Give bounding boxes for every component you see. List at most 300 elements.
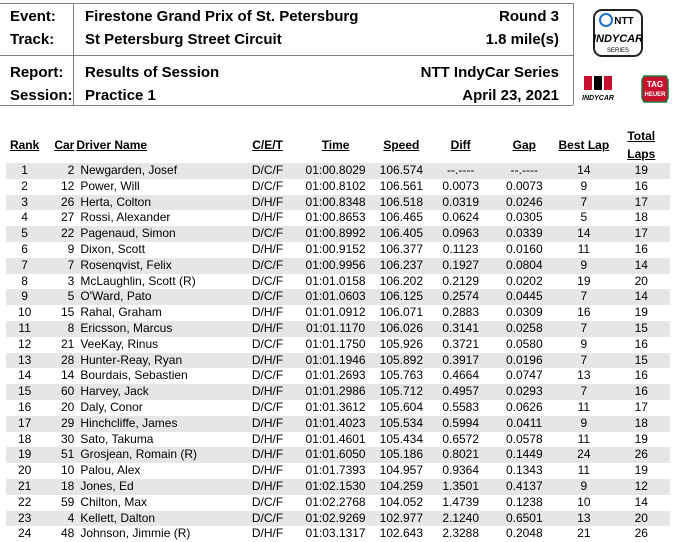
cell-best-lap: 13 — [577, 368, 591, 383]
cell-gap: 0.6501 — [493, 511, 555, 527]
col-bestlap-header: Best Lap — [558, 138, 610, 152]
cell-gap: 0.0309 — [505, 305, 543, 320]
cell-driver-name: Jones, Ed — [74, 479, 238, 495]
cell-car: 22 — [43, 226, 74, 242]
cell-gap: 0.0411 — [493, 416, 555, 432]
divider — [573, 3, 574, 105]
cell-driver-name: McLaughlin, Scott (R) — [80, 273, 196, 288]
cell-gap: 0.0339 — [493, 226, 555, 242]
cell-driver-name: Bourdais, Sebastien — [80, 368, 188, 383]
table-row — [6, 432, 670, 448]
cell-cet: D/H/F — [251, 241, 284, 256]
cell-speed: 102.977 — [375, 511, 428, 527]
cell-driver-name: Palou, Alex — [80, 463, 141, 478]
cell-time: 01:01.2693 — [305, 368, 366, 383]
cell-best-lap: 7 — [555, 321, 612, 337]
cell-best-lap: 7 — [555, 289, 612, 305]
cell-total-laps: 19 — [634, 463, 648, 478]
cell-cet: D/C/F — [251, 368, 284, 383]
col-time-header: Time — [321, 138, 350, 152]
cell-cet: D/H/F — [239, 447, 297, 463]
cell-gap: 0.0202 — [505, 273, 543, 288]
table-row — [6, 353, 670, 369]
col-car-header: Car — [54, 138, 75, 152]
cell-rank: 16 — [17, 399, 32, 414]
cell-best-lap: 11 — [577, 463, 591, 478]
cell-best-lap: 11 — [577, 399, 591, 414]
cell-diff: 2.1240 — [428, 511, 493, 527]
cell-driver-name: Hinchcliffe, James — [74, 416, 238, 432]
cell-driver-name: Hunter-Reay, Ryan — [74, 353, 238, 369]
divider — [0, 3, 573, 4]
cell-cet: D/H/F — [251, 431, 284, 446]
cell-rank: 20 — [17, 463, 32, 478]
cell-rank: 21 — [6, 479, 43, 495]
col-cet-header: C/E/T — [252, 138, 283, 152]
cell-diff: 2.3288 — [442, 526, 480, 541]
cell-driver-name: Sato, Takuma — [80, 431, 154, 446]
cell-total-laps: 16 — [634, 336, 648, 351]
cell-rank: 9 — [6, 289, 43, 305]
table-row — [6, 384, 670, 400]
cell-best-lap: 7 — [555, 353, 612, 369]
cell-car: 10 — [60, 463, 75, 478]
cell-total-laps: 15 — [612, 353, 670, 369]
tag-heuer-logo — [640, 74, 670, 104]
session-date: April 23, 2021 — [462, 87, 559, 104]
cell-total-laps: 19 — [634, 431, 648, 446]
cell-rank: 17 — [6, 416, 43, 432]
session-value: Practice 1 — [85, 87, 156, 104]
cell-rank: 14 — [17, 368, 32, 383]
cell-rank: 19 — [6, 447, 43, 463]
cell-time: 01:01.0603 — [296, 289, 374, 305]
table-row — [6, 274, 670, 290]
cell-speed: 106.405 — [375, 226, 428, 242]
cell-cet: D/H/F — [239, 384, 297, 400]
cell-gap: 0.0445 — [493, 289, 555, 305]
cell-car: 8 — [43, 321, 74, 337]
cell-diff: 0.3721 — [442, 336, 480, 351]
cell-diff: 0.4664 — [442, 368, 480, 383]
cell-best-lap: 7 — [555, 384, 612, 400]
cell-driver-name: Daly, Conor — [80, 399, 143, 414]
cell-car: 51 — [43, 447, 74, 463]
table-row — [6, 305, 670, 321]
cell-best-lap: 9 — [555, 479, 612, 495]
cell-time: 01:00.8653 — [305, 210, 366, 225]
cell-speed: 106.518 — [375, 195, 428, 211]
cell-cet: D/C/F — [239, 289, 297, 305]
cell-gap: 0.0073 — [505, 178, 543, 193]
cell-best-lap: 9 — [580, 178, 588, 193]
cell-time: 01:00.8102 — [305, 178, 366, 193]
cell-time: 01:01.0158 — [305, 273, 366, 288]
cell-total-laps: 14 — [634, 494, 648, 509]
cell-speed: 104.957 — [379, 463, 424, 478]
cell-gap: 0.0626 — [505, 399, 543, 414]
cell-gap: 0.0196 — [493, 353, 555, 369]
col-driver-header: Driver Name — [76, 138, 148, 152]
cell-car: 60 — [43, 384, 74, 400]
cell-cet: D/H/F — [239, 195, 297, 211]
track-label: Track: — [10, 31, 55, 48]
cell-cet: D/H/F — [239, 479, 297, 495]
cell-diff: --.---- — [428, 163, 493, 179]
cell-diff: 0.5583 — [442, 399, 480, 414]
cell-time: 01:01.4601 — [305, 431, 366, 446]
cell-car: 12 — [60, 178, 75, 193]
cell-total-laps: 17 — [634, 399, 648, 414]
svg-text:NTT: NTT — [614, 16, 634, 27]
cell-time: 01:00.9152 — [305, 241, 366, 256]
cell-cet: D/C/F — [239, 511, 297, 527]
cell-best-lap: 9 — [555, 258, 612, 274]
cell-speed: 105.712 — [375, 384, 428, 400]
cell-cet: D/H/F — [239, 353, 297, 369]
cell-rank: 2 — [21, 178, 28, 193]
indycar-logo — [576, 74, 620, 104]
event-value: Firestone Grand Prix of St. Petersburg — [85, 8, 359, 25]
cell-cet: D/H/F — [251, 463, 284, 478]
cell-diff: 0.1123 — [442, 241, 479, 256]
cell-total-laps: 20 — [634, 273, 648, 288]
table-row — [6, 495, 670, 511]
cell-driver-name: Rahal, Graham — [80, 305, 162, 320]
cell-gap: --.---- — [493, 163, 555, 179]
cell-speed: 106.202 — [379, 273, 424, 288]
cell-best-lap: 14 — [555, 226, 612, 242]
cell-speed: 106.561 — [379, 178, 424, 193]
cell-diff: 1.4739 — [442, 494, 480, 509]
cell-driver-name: Pagenaud, Simon — [74, 226, 238, 242]
cell-gap: 0.2048 — [505, 526, 543, 541]
cell-rank: 13 — [6, 353, 43, 369]
cell-speed: 106.071 — [379, 305, 424, 320]
cell-gap: 0.0293 — [493, 384, 555, 400]
table-row — [6, 447, 670, 463]
table-row — [6, 368, 670, 384]
cell-total-laps: 16 — [612, 384, 670, 400]
cell-diff: 0.8021 — [428, 447, 493, 463]
cell-best-lap: 9 — [580, 336, 588, 351]
svg-text:TAG: TAG — [646, 80, 664, 89]
svg-text:SERIES: SERIES — [606, 48, 630, 54]
cell-gap: 0.1343 — [505, 463, 543, 478]
cell-best-lap: 16 — [577, 305, 591, 320]
cell-driver-name: Power, Will — [80, 178, 140, 193]
divider — [0, 55, 573, 56]
cell-rank: 22 — [17, 494, 32, 509]
cell-rank: 8 — [21, 273, 28, 288]
cell-speed: 104.259 — [375, 479, 428, 495]
table-row — [6, 163, 670, 179]
cell-gap: 0.4137 — [493, 479, 555, 495]
track-length: 1.8 mile(s) — [485, 31, 559, 48]
cell-total-laps: 17 — [612, 195, 670, 211]
results-table — [6, 127, 670, 542]
cell-speed: 104.052 — [379, 494, 424, 509]
cell-diff: 0.3141 — [428, 321, 493, 337]
cell-diff: 0.6572 — [442, 431, 480, 446]
cell-total-laps: 20 — [612, 511, 670, 527]
cell-rank: 4 — [21, 210, 28, 225]
cell-total-laps: 14 — [612, 258, 670, 274]
cell-driver-name: Harvey, Jack — [74, 384, 238, 400]
report-header — [0, 0, 676, 108]
cell-diff: 0.0963 — [428, 226, 493, 242]
cell-total-laps: 26 — [612, 447, 670, 463]
cell-gap: 0.0804 — [493, 258, 555, 274]
cell-cet: D/C/F — [239, 258, 297, 274]
cell-car: 7 — [43, 258, 74, 274]
svg-text:INDYCAR: INDYCAR — [582, 95, 614, 102]
cell-time: 01:01.1946 — [296, 353, 374, 369]
cell-speed: 105.926 — [379, 336, 424, 351]
cell-gap: 0.0305 — [505, 210, 543, 225]
cell-rank: 15 — [6, 384, 43, 400]
table-row — [6, 289, 670, 305]
cell-best-lap: 13 — [555, 511, 612, 527]
cell-car: 30 — [60, 431, 75, 446]
cell-time: 01:01.2986 — [296, 384, 374, 400]
cell-driver-name: Dixon, Scott — [80, 241, 146, 256]
cell-diff: 0.2883 — [442, 305, 480, 320]
cell-car: 5 — [43, 289, 74, 305]
cell-diff: 0.0624 — [442, 210, 480, 225]
cell-driver-name: Grosjean, Romain (R) — [74, 447, 238, 463]
cell-car: 48 — [60, 526, 75, 541]
cell-car: 14 — [60, 368, 75, 383]
cell-diff: 0.0319 — [428, 195, 493, 211]
table-row — [6, 321, 670, 337]
cell-best-lap: 7 — [555, 195, 612, 211]
cell-cet: D/C/F — [251, 336, 284, 351]
cell-rank: 1 — [6, 163, 43, 179]
divider — [73, 3, 74, 105]
cell-car: 3 — [67, 273, 75, 288]
session-label: Session: — [10, 87, 73, 104]
cell-gap: 0.0160 — [505, 241, 543, 256]
table-row — [6, 242, 670, 258]
cell-speed: 106.125 — [375, 289, 428, 305]
cell-cet: D/H/F — [251, 526, 284, 541]
cell-rank: 3 — [6, 195, 43, 211]
cell-speed: 106.237 — [375, 258, 428, 274]
cell-speed: 106.377 — [379, 241, 424, 256]
cell-car: 4 — [43, 511, 74, 527]
cell-driver-name: Chilton, Max — [80, 494, 148, 509]
cell-total-laps: 19 — [612, 163, 670, 179]
col-speed-header: Speed — [383, 138, 420, 152]
cell-cet: D/C/F — [251, 494, 284, 509]
cell-diff: 0.9364 — [442, 463, 480, 478]
divider — [0, 105, 573, 106]
cell-best-lap: 21 — [577, 526, 591, 541]
table-row — [6, 479, 670, 495]
table-row — [6, 179, 670, 195]
cell-time: 01:01.1750 — [305, 336, 366, 351]
cell-speed: 105.186 — [375, 447, 428, 463]
cell-cet: D/H/F — [251, 210, 284, 225]
cell-diff: 0.4957 — [428, 384, 493, 400]
cell-speed: 105.763 — [379, 368, 424, 383]
cell-diff: 0.0073 — [442, 178, 480, 193]
table-row — [6, 337, 670, 353]
cell-diff: 0.1927 — [428, 258, 493, 274]
col-rank-header: Rank — [9, 138, 40, 152]
cell-diff: 0.3917 — [428, 353, 493, 369]
cell-gap: 0.0258 — [493, 321, 555, 337]
cell-rank: 24 — [17, 526, 32, 541]
table-row — [6, 210, 670, 226]
cell-gap: 0.1238 — [505, 494, 543, 509]
cell-driver-name: Rossi, Alexander — [80, 210, 171, 225]
svg-text:HEUER: HEUER — [644, 92, 666, 98]
cell-time: 01:01.7393 — [305, 463, 366, 478]
cell-car: 9 — [67, 241, 75, 256]
table-row — [6, 400, 670, 416]
cell-car: 15 — [60, 305, 75, 320]
cell-car: 29 — [43, 416, 74, 432]
table-row — [6, 463, 670, 479]
track-value: St Petersburg Street Circuit — [85, 31, 282, 48]
cell-total-laps: 19 — [634, 305, 648, 320]
cell-rank: 11 — [6, 321, 43, 337]
cell-total-laps: 16 — [634, 178, 648, 193]
cell-cet: D/C/F — [239, 163, 297, 179]
cell-time: 01:02.2768 — [305, 494, 366, 509]
cell-best-lap: 10 — [577, 494, 591, 509]
cell-driver-name: Herta, Colton — [74, 195, 238, 211]
cell-time: 01:01.0912 — [305, 305, 366, 320]
cell-speed: 105.604 — [379, 399, 424, 414]
cell-driver-name: O'Ward, Pato — [74, 289, 238, 305]
cell-cet: D/C/F — [251, 178, 284, 193]
cell-speed: 105.892 — [375, 353, 428, 369]
cell-gap: 0.1449 — [493, 447, 555, 463]
cell-total-laps: 18 — [634, 210, 648, 225]
cell-driver-name: VeeKay, Rinus — [80, 336, 159, 351]
cell-car: 20 — [60, 399, 75, 414]
cell-total-laps: 18 — [612, 416, 670, 432]
table-row — [6, 258, 670, 274]
cell-driver-name: Rosenqvist, Felix — [74, 258, 238, 274]
cell-rank: 12 — [17, 336, 32, 351]
cell-cet: D/C/F — [251, 273, 284, 288]
cell-cet: D/C/F — [239, 226, 297, 242]
cell-best-lap: 11 — [577, 241, 591, 256]
cell-time: 01:00.8992 — [296, 226, 374, 242]
cell-rank: 6 — [21, 241, 28, 256]
cell-time: 01:00.8348 — [296, 195, 374, 211]
cell-gap: 0.0580 — [505, 336, 543, 351]
cell-speed: 102.643 — [379, 526, 424, 541]
cell-time: 01:01.6050 — [296, 447, 374, 463]
table-row — [6, 526, 670, 542]
table-row — [6, 511, 670, 527]
series-name: NTT IndyCar Series — [420, 64, 559, 81]
cell-car: 28 — [43, 353, 74, 369]
cell-best-lap: 24 — [555, 447, 612, 463]
cell-speed: 106.026 — [375, 321, 428, 337]
report-label: Report: — [10, 64, 64, 81]
cell-best-lap: 5 — [580, 210, 588, 225]
cell-time: 01:01.4023 — [296, 416, 374, 432]
cell-car: 59 — [60, 494, 75, 509]
cell-driver-name: Johnson, Jimmie (R) — [80, 526, 191, 541]
cell-speed: 106.574 — [375, 163, 428, 179]
cell-car: 18 — [43, 479, 74, 495]
table-row — [6, 416, 670, 432]
cell-car: 2 — [43, 163, 74, 179]
cell-speed: 105.534 — [375, 416, 428, 432]
cell-total-laps: 16 — [634, 241, 648, 256]
cell-total-laps: 17 — [612, 226, 670, 242]
cell-diff: 0.5994 — [428, 416, 493, 432]
cell-rank: 23 — [6, 511, 43, 527]
cell-total-laps: 15 — [612, 321, 670, 337]
cell-speed: 105.434 — [379, 431, 424, 446]
cell-car: 27 — [60, 210, 75, 225]
cell-total-laps: 14 — [612, 289, 670, 305]
col-diff-header: Diff — [450, 138, 471, 152]
cell-time: 01:03.1317 — [305, 526, 366, 541]
round: Round 3 — [499, 8, 559, 25]
cell-time: 01:02.1530 — [296, 479, 374, 495]
report-value: Results of Session — [85, 64, 220, 81]
cell-best-lap: 19 — [577, 273, 591, 288]
cell-speed: 106.465 — [379, 210, 424, 225]
cell-best-lap: 11 — [577, 431, 591, 446]
cell-best-lap: 14 — [555, 163, 612, 179]
cell-time: 01:01.3612 — [305, 399, 366, 414]
cell-cet: D/H/F — [239, 416, 297, 432]
cell-rank: 10 — [17, 305, 32, 320]
cell-rank: 18 — [17, 431, 32, 446]
cell-time: 01:00.9956 — [296, 258, 374, 274]
cell-gap: 0.0747 — [505, 368, 543, 383]
cell-gap: 0.0578 — [505, 431, 543, 446]
table-row — [6, 226, 670, 242]
cell-cet: D/H/F — [251, 305, 284, 320]
cell-total-laps: 12 — [612, 479, 670, 495]
cell-driver-name: Ericsson, Marcus — [74, 321, 238, 337]
cell-driver-name: Kellett, Dalton — [74, 511, 238, 527]
indycar-series-logo — [592, 8, 644, 62]
cell-diff: 0.2129 — [442, 273, 480, 288]
cell-best-lap: 9 — [555, 416, 612, 432]
col-gap-header: Gap — [512, 138, 536, 152]
cell-total-laps: 26 — [634, 526, 648, 541]
col-totallaps-header: Total Laps — [627, 129, 656, 161]
cell-cet: D/C/F — [251, 399, 284, 414]
table-row — [6, 195, 670, 211]
cell-car: 26 — [43, 195, 74, 211]
svg-text:INDYCAR: INDYCAR — [592, 33, 644, 45]
cell-car: 21 — [60, 336, 75, 351]
table-header-row — [6, 127, 670, 163]
cell-total-laps: 16 — [634, 368, 648, 383]
cell-time: 01:01.1170 — [296, 321, 374, 337]
cell-rank: 5 — [6, 226, 43, 242]
cell-rank: 7 — [6, 258, 43, 274]
cell-diff: 1.3501 — [428, 479, 493, 495]
cell-time: 01:02.9269 — [296, 511, 374, 527]
cell-time: 01:00.8029 — [296, 163, 374, 179]
cell-gap: 0.0246 — [493, 195, 555, 211]
cell-cet: D/H/F — [239, 321, 297, 337]
